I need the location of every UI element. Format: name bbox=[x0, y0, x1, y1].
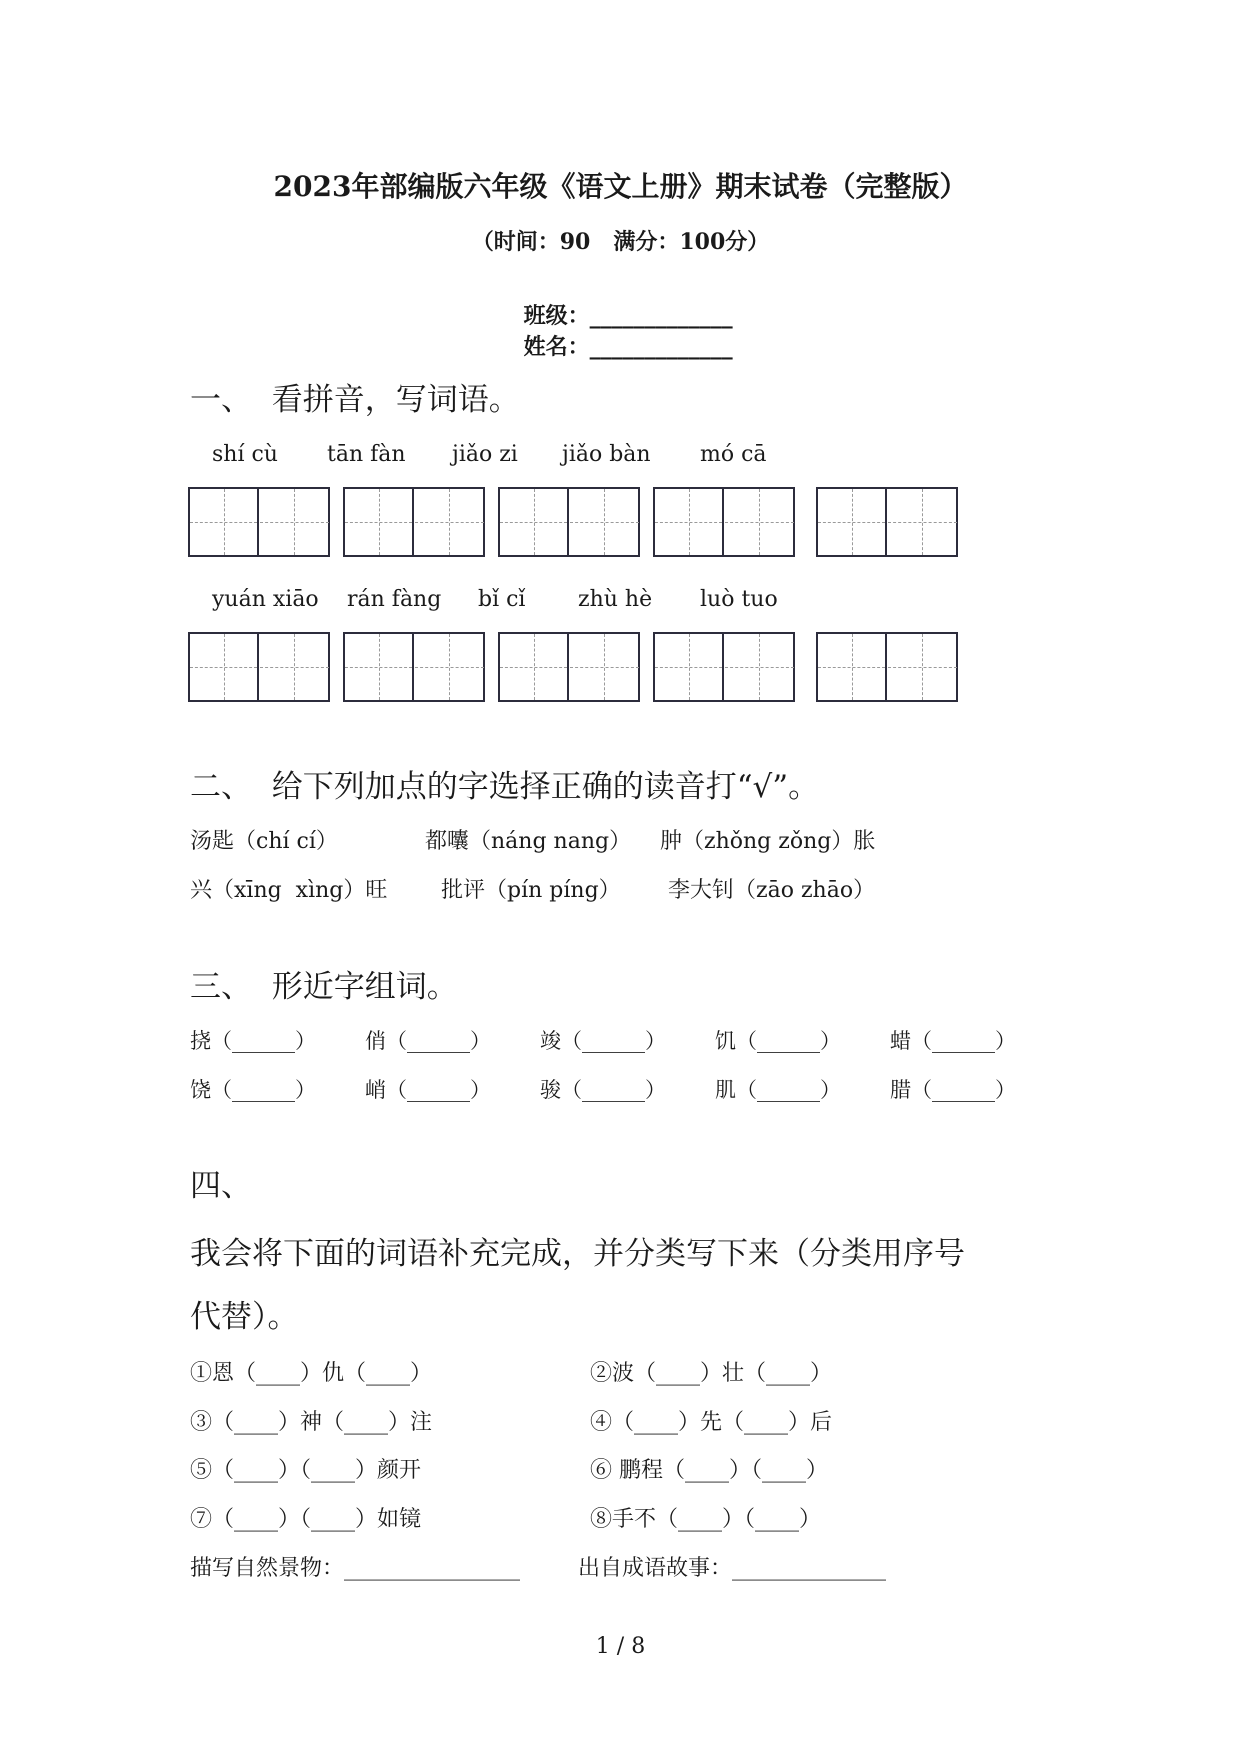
section3-title: 三、 形近字组词。 bbox=[190, 969, 458, 1005]
name-blank[interactable]: _____________ bbox=[589, 334, 733, 360]
idiom-item[interactable]: ⑤（____）（____）颜开 bbox=[190, 1458, 422, 1483]
pinyin: rán fàng bbox=[347, 587, 442, 612]
writing-grid[interactable] bbox=[816, 632, 958, 702]
word-blank[interactable]: 饥（______） bbox=[715, 1029, 841, 1053]
word-blank[interactable]: 饶（______） bbox=[190, 1078, 316, 1102]
student-info bbox=[0, 273, 1241, 361]
writing-grid[interactable] bbox=[653, 632, 795, 702]
word-blank[interactable]: 骏（______） bbox=[540, 1078, 666, 1102]
writing-grid[interactable] bbox=[343, 487, 485, 557]
pinyin: bǐ cǐ bbox=[478, 587, 526, 612]
pinyin: mó cā bbox=[700, 442, 767, 467]
pronunciation-item[interactable]: 肿（zhǒng zǒng）胀 bbox=[660, 829, 876, 854]
pronunciation-item[interactable]: 李大钊（zāo zhāo） bbox=[668, 878, 876, 903]
section4-instruction-cont: 代替）。 bbox=[190, 1299, 299, 1335]
class-blank[interactable]: _____________ bbox=[589, 303, 733, 329]
writing-grid[interactable] bbox=[498, 632, 640, 702]
pinyin: jiǎo bàn bbox=[562, 442, 651, 467]
idiom-item[interactable]: ①恩（____）仇（____） bbox=[190, 1361, 433, 1386]
writing-grid[interactable] bbox=[188, 632, 330, 702]
writing-grid[interactable] bbox=[653, 487, 795, 557]
word-blank[interactable]: 腊（______） bbox=[890, 1078, 1016, 1102]
idiom-item[interactable]: ③（____）神（____）注 bbox=[190, 1410, 433, 1435]
category-nature[interactable]: 描写自然景物：________________ bbox=[190, 1556, 521, 1581]
writing-grid[interactable] bbox=[816, 487, 958, 557]
exam-meta: （时间：90 满分：100分） bbox=[471, 229, 770, 255]
class-label: 班级： bbox=[523, 303, 590, 329]
word-blank[interactable]: 肌（______） bbox=[715, 1078, 841, 1102]
section1-title: 一、 看拼音，写词语。 bbox=[190, 382, 520, 418]
exam-title: 2023年部编版六年级《语文上册》期末试卷（完整版） bbox=[273, 170, 968, 203]
idiom-item[interactable]: ②波（____）壮（____） bbox=[590, 1361, 833, 1386]
idiom-item[interactable]: ⑧手不（____）（____） bbox=[590, 1507, 822, 1532]
pinyin: yuán xiāo bbox=[212, 587, 319, 612]
word-blank[interactable]: 俏（______） bbox=[365, 1029, 491, 1053]
word-blank[interactable]: 挠（______） bbox=[190, 1029, 316, 1053]
pronunciation-item[interactable]: 都囔（náng nang） bbox=[425, 829, 632, 854]
section2-title: 二、 给下列加点的字选择正确的读音打“√”。 bbox=[190, 769, 820, 805]
writing-grid[interactable] bbox=[343, 632, 485, 702]
pinyin: zhù hè bbox=[578, 587, 653, 612]
pinyin: tān fàn bbox=[327, 442, 406, 467]
pronunciation-item[interactable]: 汤匙（chí cí） bbox=[190, 829, 338, 854]
category-story[interactable]: 出自成语故事：______________ bbox=[578, 1556, 887, 1581]
pronunciation-item[interactable]: 批评（pín píng） bbox=[441, 878, 621, 903]
idiom-item[interactable]: ⑦（____）（____）如镜 bbox=[190, 1507, 422, 1532]
page-number: 1 / 8 bbox=[595, 1634, 646, 1659]
pinyin: luò tuo bbox=[700, 587, 778, 612]
pronunciation-item[interactable]: 兴（xīng xìng）旺 bbox=[190, 878, 388, 903]
word-blank[interactable]: 峭（______） bbox=[365, 1078, 491, 1102]
idiom-item[interactable]: ⑥ 鹏程（____）（____） bbox=[590, 1458, 828, 1483]
section4-number: 四、 bbox=[190, 1168, 252, 1204]
idiom-item[interactable]: ④（____）先（____）后 bbox=[590, 1410, 833, 1435]
word-blank[interactable]: 竣（______） bbox=[540, 1029, 666, 1053]
pinyin: jiǎo zi bbox=[452, 442, 518, 467]
name-label: 姓名： bbox=[523, 334, 590, 360]
writing-grid[interactable] bbox=[498, 487, 640, 557]
word-blank[interactable]: 蜡（______） bbox=[890, 1029, 1016, 1053]
pinyin: shí cù bbox=[212, 442, 278, 467]
section4-instruction: 我会将下面的词语补充完成，并分类写下来（分类用序号 bbox=[190, 1236, 965, 1272]
writing-grid[interactable] bbox=[188, 487, 330, 557]
